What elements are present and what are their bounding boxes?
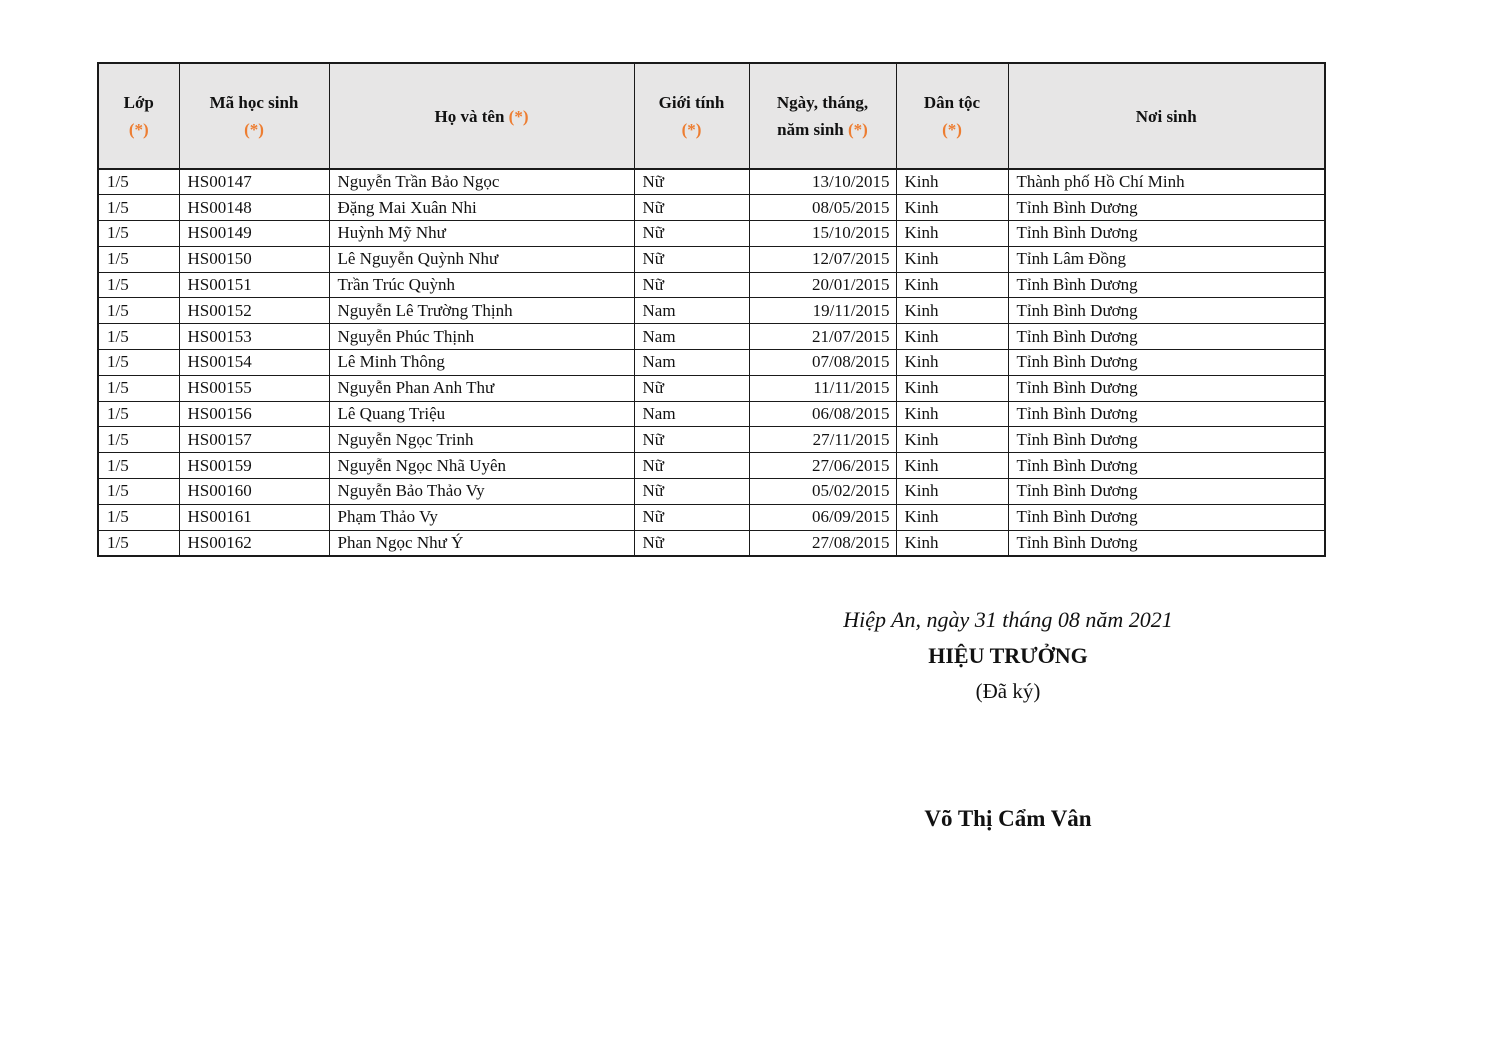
cell-dan-toc: Kinh xyxy=(896,246,1008,272)
cell-lop: 1/5 xyxy=(98,324,179,350)
table-header-row xyxy=(98,63,1325,169)
cell-gioi-tinh: Nữ xyxy=(634,375,749,401)
signature-date-line: Hiệp An, ngày 31 tháng 08 năm 2021 xyxy=(843,607,1173,632)
signature-name: Võ Thị Cẩm Vân xyxy=(924,806,1092,831)
cell-ngay-sinh: 05/02/2015 xyxy=(749,479,896,505)
student-row xyxy=(98,324,1325,350)
signature-block xyxy=(508,606,1500,834)
cell-ho-va-ten: Nguyễn Ngọc Nhã Uyên xyxy=(329,453,634,479)
student-row xyxy=(98,221,1325,247)
cell-lop: 1/5 xyxy=(98,427,179,453)
student-row xyxy=(98,479,1325,505)
student-row xyxy=(98,195,1325,221)
cell-noi-sinh: Tỉnh Bình Dương xyxy=(1008,504,1325,530)
cell-ma-hoc-sinh: HS00147 xyxy=(179,169,329,195)
cell-lop: 1/5 xyxy=(98,479,179,505)
cell-ma-hoc-sinh: HS00157 xyxy=(179,427,329,453)
cell-gioi-tinh: Nữ xyxy=(634,272,749,298)
cell-noi-sinh: Tỉnh Bình Dương xyxy=(1008,479,1325,505)
cell-dan-toc: Kinh xyxy=(896,479,1008,505)
required-marker: (*) xyxy=(848,120,868,139)
cell-ngay-sinh: 21/07/2015 xyxy=(749,324,896,350)
column-header-label: Nơi sinh xyxy=(1135,106,1197,126)
cell-lop: 1/5 xyxy=(98,272,179,298)
cell-lop: 1/5 xyxy=(98,298,179,324)
student-row xyxy=(98,427,1325,453)
cell-gioi-tinh: Nam xyxy=(634,350,749,376)
student-row xyxy=(98,169,1325,195)
cell-ma-hoc-sinh: HS00150 xyxy=(179,246,329,272)
cell-dan-toc: Kinh xyxy=(896,350,1008,376)
cell-ho-va-ten: Nguyễn Bảo Thảo Vy xyxy=(329,479,634,505)
cell-lop: 1/5 xyxy=(98,504,179,530)
cell-lop: 1/5 xyxy=(98,530,179,556)
cell-ma-hoc-sinh: HS00162 xyxy=(179,530,329,556)
cell-ngay-sinh: 06/09/2015 xyxy=(749,504,896,530)
cell-noi-sinh: Tỉnh Bình Dương xyxy=(1008,221,1325,247)
student-row xyxy=(98,350,1325,376)
cell-ngay-sinh: 27/06/2015 xyxy=(749,453,896,479)
student-row xyxy=(98,530,1325,556)
cell-dan-toc: Kinh xyxy=(896,169,1008,195)
cell-ma-hoc-sinh: HS00149 xyxy=(179,221,329,247)
student-row xyxy=(98,298,1325,324)
cell-noi-sinh: Tỉnh Bình Dương xyxy=(1008,427,1325,453)
cell-gioi-tinh: Nữ xyxy=(634,479,749,505)
signature-title: HIỆU TRƯỞNG xyxy=(928,643,1088,668)
cell-ngay-sinh: 27/08/2015 xyxy=(749,530,896,556)
cell-gioi-tinh: Nam xyxy=(634,401,749,427)
cell-ma-hoc-sinh: HS00160 xyxy=(179,479,329,505)
cell-ngay-sinh: 07/08/2015 xyxy=(749,350,896,376)
cell-gioi-tinh: Nữ xyxy=(634,195,749,221)
cell-noi-sinh: Tỉnh Lâm Đồng xyxy=(1008,246,1325,272)
cell-ngay-sinh: 15/10/2015 xyxy=(749,221,896,247)
cell-dan-toc: Kinh xyxy=(896,375,1008,401)
cell-lop: 1/5 xyxy=(98,350,179,376)
cell-noi-sinh: Tỉnh Bình Dương xyxy=(1008,298,1325,324)
cell-dan-toc: Kinh xyxy=(896,272,1008,298)
cell-gioi-tinh: Nữ xyxy=(634,530,749,556)
cell-lop: 1/5 xyxy=(98,401,179,427)
cell-ho-va-ten: Nguyễn Phan Anh Thư xyxy=(329,375,634,401)
column-header-noi-sinh xyxy=(1008,63,1325,169)
cell-gioi-tinh: Nữ xyxy=(634,453,749,479)
cell-ho-va-ten: Đặng Mai Xuân Nhi xyxy=(329,195,634,221)
student-roster-table xyxy=(97,62,1326,557)
column-header-gioi-tinh xyxy=(634,63,749,169)
signature-signed-note: (Đã ký) xyxy=(975,679,1041,703)
cell-ma-hoc-sinh: HS00152 xyxy=(179,298,329,324)
column-header-required-line xyxy=(635,116,749,143)
cell-noi-sinh: Tỉnh Bình Dương xyxy=(1008,453,1325,479)
cell-ma-hoc-sinh: HS00155 xyxy=(179,375,329,401)
cell-dan-toc: Kinh xyxy=(896,453,1008,479)
cell-noi-sinh: Tỉnh Bình Dương xyxy=(1008,350,1325,376)
required-marker: (*) xyxy=(244,120,264,139)
cell-ho-va-ten: Phan Ngọc Như Ý xyxy=(329,530,634,556)
column-header-label: Giới tính xyxy=(658,93,725,112)
cell-ngay-sinh: 20/01/2015 xyxy=(749,272,896,298)
cell-ngay-sinh: 12/07/2015 xyxy=(749,246,896,272)
column-header-ho-va-ten xyxy=(329,63,634,169)
cell-noi-sinh: Tỉnh Bình Dương xyxy=(1008,272,1325,298)
cell-lop: 1/5 xyxy=(98,195,179,221)
cell-gioi-tinh: Nam xyxy=(634,298,749,324)
column-header-label: năm sinh (*) xyxy=(777,120,868,139)
column-header-label: Dân tộc xyxy=(923,93,981,112)
table-header xyxy=(98,63,1325,169)
column-header-label: Lớp xyxy=(123,93,154,112)
cell-ho-va-ten: Lê Quang Triệu xyxy=(329,401,634,427)
cell-ma-hoc-sinh: HS00154 xyxy=(179,350,329,376)
cell-ngay-sinh: 06/08/2015 xyxy=(749,401,896,427)
cell-noi-sinh: Tỉnh Bình Dương xyxy=(1008,375,1325,401)
cell-gioi-tinh: Nữ xyxy=(634,246,749,272)
cell-lop: 1/5 xyxy=(98,246,179,272)
cell-ngay-sinh: 11/11/2015 xyxy=(749,375,896,401)
cell-lop: 1/5 xyxy=(98,169,179,195)
column-header-required-line xyxy=(180,116,329,143)
required-marker: (*) xyxy=(942,120,962,139)
cell-ma-hoc-sinh: HS00161 xyxy=(179,504,329,530)
cell-lop: 1/5 xyxy=(98,221,179,247)
cell-noi-sinh: Tỉnh Bình Dương xyxy=(1008,195,1325,221)
cell-ngay-sinh: 13/10/2015 xyxy=(749,169,896,195)
column-header-ma-hoc-sinh xyxy=(179,63,329,169)
required-marker: (*) xyxy=(128,120,149,139)
cell-dan-toc: Kinh xyxy=(896,195,1008,221)
cell-lop: 1/5 xyxy=(98,453,179,479)
cell-ngay-sinh: 27/11/2015 xyxy=(749,427,896,453)
cell-ma-hoc-sinh: HS00153 xyxy=(179,324,329,350)
cell-ho-va-ten: Nguyễn Trần Bảo Ngọc xyxy=(329,169,634,195)
cell-noi-sinh: Thành phố Hồ Chí Minh xyxy=(1008,169,1325,195)
cell-dan-toc: Kinh xyxy=(896,427,1008,453)
cell-dan-toc: Kinh xyxy=(896,324,1008,350)
cell-ma-hoc-sinh: HS00156 xyxy=(179,401,329,427)
cell-ma-hoc-sinh: HS00151 xyxy=(179,272,329,298)
column-header-label: Ngày, tháng, xyxy=(776,93,869,112)
cell-ho-va-ten: Phạm Thảo Vy xyxy=(329,504,634,530)
cell-dan-toc: Kinh xyxy=(896,401,1008,427)
column-header-dan-toc xyxy=(896,63,1008,169)
column-header-required-line xyxy=(99,116,179,143)
student-row xyxy=(98,401,1325,427)
cell-ho-va-ten: Nguyễn Lê Trường Thịnh xyxy=(329,298,634,324)
cell-gioi-tinh: Nam xyxy=(634,324,749,350)
cell-ma-hoc-sinh: HS00148 xyxy=(179,195,329,221)
cell-ho-va-ten: Lê Nguyễn Quỳnh Như xyxy=(329,246,634,272)
column-header-lop xyxy=(98,63,179,169)
student-row xyxy=(98,453,1325,479)
cell-ho-va-ten: Lê Minh Thông xyxy=(329,350,634,376)
cell-dan-toc: Kinh xyxy=(896,221,1008,247)
column-header-required-line xyxy=(897,116,1008,143)
cell-ngay-sinh: 19/11/2015 xyxy=(749,298,896,324)
column-header-ngay-sinh xyxy=(749,63,896,169)
cell-ngay-sinh: 08/05/2015 xyxy=(749,195,896,221)
cell-gioi-tinh: Nữ xyxy=(634,169,749,195)
cell-noi-sinh: Tỉnh Bình Dương xyxy=(1008,530,1325,556)
cell-ma-hoc-sinh: HS00159 xyxy=(179,453,329,479)
cell-dan-toc: Kinh xyxy=(896,504,1008,530)
student-row xyxy=(98,504,1325,530)
cell-ho-va-ten: Nguyễn Ngọc Trinh xyxy=(329,427,634,453)
student-row xyxy=(98,272,1325,298)
cell-noi-sinh: Tỉnh Bình Dương xyxy=(1008,401,1325,427)
cell-lop: 1/5 xyxy=(98,375,179,401)
required-marker: (*) xyxy=(681,120,702,139)
column-header-label: Họ và tên (*) xyxy=(434,106,529,126)
cell-noi-sinh: Tỉnh Bình Dương xyxy=(1008,324,1325,350)
student-row xyxy=(98,246,1325,272)
cell-dan-toc: Kinh xyxy=(896,298,1008,324)
cell-ho-va-ten: Trần Trúc Quỳnh xyxy=(329,272,634,298)
column-header-label: Mã học sinh xyxy=(209,93,299,112)
required-marker: (*) xyxy=(508,106,529,126)
cell-gioi-tinh: Nữ xyxy=(634,221,749,247)
student-row xyxy=(98,375,1325,401)
cell-gioi-tinh: Nữ xyxy=(634,504,749,530)
cell-gioi-tinh: Nữ xyxy=(634,427,749,453)
cell-dan-toc: Kinh xyxy=(896,530,1008,556)
table-body xyxy=(98,169,1325,556)
cell-ho-va-ten: Nguyễn Phúc Thịnh xyxy=(329,324,634,350)
cell-ho-va-ten: Huỳnh Mỹ Như xyxy=(329,221,634,247)
